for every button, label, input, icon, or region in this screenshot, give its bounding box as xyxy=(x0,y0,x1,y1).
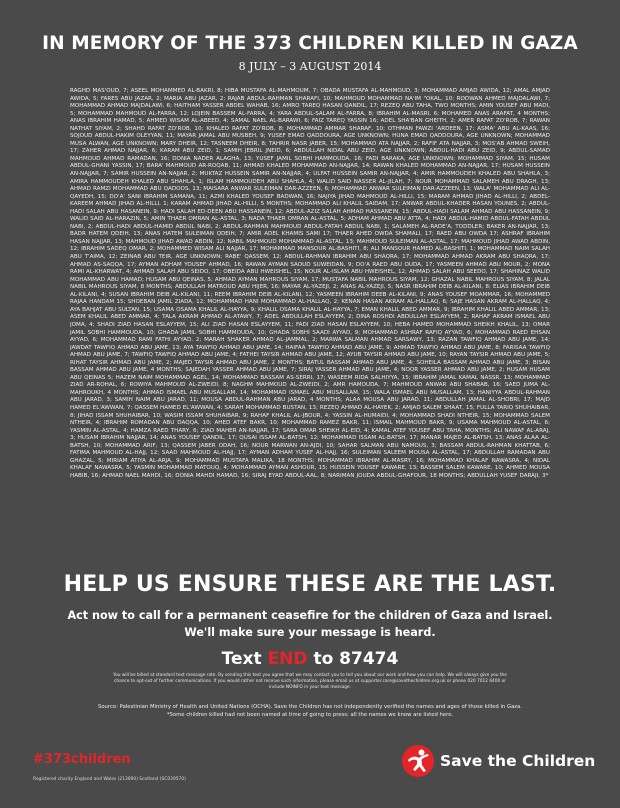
text-keyword: END xyxy=(267,649,308,669)
text-middle: to xyxy=(313,649,334,669)
call-to-action-line-2: We'll make sure your message is heard. xyxy=(184,626,436,639)
date-range: 8 JULY – 3 AUGUST 2014 xyxy=(238,60,382,73)
logo-text: Save the Children xyxy=(440,752,596,770)
headline: HELP US ENSURE THESE ARE THE LAST. xyxy=(63,572,557,597)
text-prefix: Text xyxy=(221,649,262,669)
source-note xyxy=(40,703,580,719)
children-names-list: RAGHD MAS'OUD, 7; ASEEL MOHAMMED AL-BAKRI, 8; HIBA MUSTAFA AL-MAHMOUM, 7; OBADA MUSTAFA AL-MAHMOUD, 3; MOHAMMAD AMJAD AWIDA, 12; AMAL AMJAD AWIDA, 5; FARES ABU JAZAR, 2; MARIA ABU JAZAR, 2; RAJAB ABDUL-RAHMAN SHARAFI, 10; MAHMOUD MOHAMMAD NA'IM "OKAL, 10; RODWAN AHMED MAJDALAWI, 7; MOHAMMAD AHMAD MAJDALAWI, 6; HAITHAM YASSER ABDEL WAHAB, 16; AMRO TAREQ HASAN QANDIL, 17; REZEQ ABU TAHA, TWO MONTHS; AMIN YOUSEF ABU MADI, 5; MOHAMMAD MAHMOUD AL-FARRA, 12; LOJEIN BASSEM AL-FARRA, 4; YARA ABDUL-SALAM AL-FARRA, 8; IBRAHIM AL-MASRI, 6; MOHAMED ANAS ARAFAT, 4 MONTHS; ANAS IBRAHIM HAMAD, 5; AHMED WISAM AL-ABEED, 4; SAMAL NAEL AL-BARAWI, 6; FAIZ TAREQ YASSIN 16; ADEL SHA'BAN GHEITH, 2; AMER RAFAT ZO'ROB, 7; RAWAN NATHAT SIYAM, 2; SHAHD RAFAT ZO'ROB, 10; KHALED RAFAT ZO'ROB, 8; MOHAMMAD AMMAR SHARAF, 10; OTHMAN FAWZI 'ARDEEN, 17; ASMA' ABU AL-KAAS, 16; SOJOUD ABDUL-HAKIM OLEYYAN, 11; MAYAR JAMAL ABU MUSBEH, 9; YUSEF EMAD QADDOURA, AGE UNKNOWN; HUNA EMAD QADDOURA, AGE UNKNOWN; MOHAMMAD MUSA ALWAN, AGE UNKNOWN; MARY DHEIR, 12; TASNEEM DHEIR, 8; TAHRIR NASR JABER, 15; MOHAMMAD ATA NAJJAR, 2; RAFIF ATA NAJJAR, 3; MOS'AB AHMAD SWEIH, 17; ZAHER AHMAD NAJJAR, 6; KARAM ABU ZEID, 1; SAMIH JEBRIL JNEID, 6; ABDULLAH NIDAL ABU ZEID, AGE UNKNOWN; ABDUL-HADI ABU ZEID, 9; ABDUL-SAMAD MAHMOUD AHMAD RAMADAN, 16; DONIA NADER ALAGHA, 13; YUSEF JAMIL SOBHI HAMMOUDA, 16; FADI BARAKA, AGE UNKNOWN; MOHAMMAD SIYAM, 15; HUSAM ABDUL-GHANI YASSIN, 17; BARA' MAHMOUD AR-ROQAB, 11; AHMAD KHALED MOHAMMAD AN-NAJJAR, 14; RAWAN KHALED MOHAMMAD AN-NAJJAR, 17; HUSAM HUSSEIN AN-NAJJAR, 7; SAMIR HUSSEIN AN-NAJJAR, 2; MUKTAZ HUSSEIN SAMIR AN-NAJJAR, 4; ULFAT HUSSEIN SAMIR AN-NAJJAR, 4; AMIR HAMMOUDEH KHALED ABU SHAHLA, 3; AMIRA HAMMOUDEH KHALED ABU SHAHLA, 1; ISLAM HAMMOUDEH ABU SHAHLA, 4; WALID SAID NASSER AL-JILAH, 7; NOUR MOHAMMAD SALAMEH ABU DRAGH, 13; AHMAD RAMZI MOHAMMAD ABU QADOOS, 13; MAISARA ANWAR SULEIMAN DAR-AZZEEN, 6; MOHAMMAD ANWAR SULEIMAN DAR-AZZEEN, 13; WALA' MOHAMMAD ALI AL-QAYEDH, 15; DO'A' SANI IBRAHIM SAMANA, 11; AZMI KHALED YOUSEF BADWAN, 16; NAJIYA JIHAD MAHMOUD AL-HILLI, 15; MARAM AHMAD JIHAD AL-HILLI, 2; ABDEL-KAREEM AHMAD JIHAD AL-HILLI, 1; KARAM AHMAD JIHAD AL-HILLI, 5 MONTHS; MOHAMMAD ALI KHALIL SAIDAM, 17; ANWAR ABDUL-KHADER HASAN YOUNES, 2; ABDUL-HADI SALAH ABU HASANEIN, 9; HADI SALAH ED-DEEN ABU HASSANEIN, 12; ABDUL-AZIZ SALAH AHMAD HASSANEIN, 15; ABDUL-HADI SALAM AHMAD ABU HASSANEIN, 9; WALID SAID AL-HARAZIN, 5; AMIN THAER OMRAN AL-ASTAL, 3; NADA THAER OMRAN AL-ASTAL, 5; ADHAM AHMAD ABU ATTA, 4; HADI ABDUL-HAMID ABDUL-FATAH ABDUL NABI, 2; ABDUL-HADI ABDUL-HAMID ABDUL NABI, 2; ABDUL-RAHMAN MAHMOUD ABDUL-FATAH ABDUL NABI, 1; SALAMEH AL-RADE'A, TODDLER; BAKER AN-NAJJAR, 13; BADR HATEM QDEIH, 13; ANAS HATEM SULEIMAN QDEIH, 7; AMIR ADEL KHAMIS SAMI 17; THAER AHED OWDA SHAMALI, 17; RAED ABU OWDA 17; ASHRAF IBRAHIM HASAN NAJJAR, 13; MAHMOUD JIHAD AWAD ABDIN, 12; NABIL MAHMOUD MOHAMMAD AL-ASTAL, 13; MAHMOUD SULEIMAN AL-ASTAL, 17; MAHMOUD JIHAD AWAD ABDIN, 12; IBRAHIM SADEQ OMAR, 2; MOHAMMED WISAM ALI NAJJAR, 17; MOHAMMAD MANSOUR AL-BASHITI, 8; ALI MANSOUR HAMED AL-BASHITI, 1; MOHAMMAD NAIM SALAH ABU T'AIMA, 12; ZEINAB ABU TEIR, AGE UNKNOWN; RABE' QASSEM, 12; ABDUL-RAHMAN IBRAHIM ABU SHAQRA, 17; MOHAMMAD AHMAD AKRAM ABU SHAQRA, 17; AHMAD AS-SAQQA, 17; AYMAN ADHAM YOUSEF AHMAD, 16; RAWAN AYMAN SAOUD SUWEIDAN, 9; DO'A RAED ABU OUDA, 17; YASMEEN AHMAD ABU MOUR, 2; MONA RAMI AL-KHARWAT, 4; AHMAD SALAH ABU SEIDO, 17; OBEIDA ABU HWEISHEL, 15; NOUR AL-ISLAM ABU HWEISHEL, 12; AHMAD SALAH ABU SEEDO, 17; SHAHINAZ WALID MOHAMMAD ABU HAMAD; HUSAM ABU QEINAS, 5; AHMAD AYMAN MAHROUS SIYAM, 17; MUSTAFA NABIL MAHROUS SIYAM, 12; GHAZAL NABIL MAHROUS SIYAM, 8; JALAL NABIL MAHROUS SIYAM, 8 MONTHS; ABDULLAH MATROUD ABU HIJER, 16; MAYAR AL-YAZEJI, 2; ANAS AL-YAZEJI, 5; NASR IBRAHIM DEIB AL-KILANI, 8; ELIAS IBRAHIM DEIB AL-KILANI, 4; SUSAN IBRAHIM DEIB AL-KILANI, 11; REEM IBRAHIM DEIB AL-KILANI, 12; YASMEEN IBRAHIM DEEB AL-KILANI, 9; ANAS YOUSEF MOAMMAR, 16; MOHAMMED RAJAA HANDAM 15; SHOEBAN JAMIL ZIADA, 12; MOHAMMAD HANI MOHAMMAD AL-HALLAQ, 2; KENAN HASAN AKRAM AL-HALLAQ, 6; SAJE HASAN AKRAM AL-HALLAQ, 4; AYA BAHJAT ABU SULTAN, 15; USAMA OSAMA KHALIL AL-HAYYA, 9; KHALIL OSAMA KHALIL AL-HAYYA, 7; EMAN KHALIL ABED AMMAR, 9; IBRAHIM KHALIL ABED AMMAR, 13; ASEM KHALIL ABED AMMAR, 4; TALA AKRAM AHMAD AL-ATAWY, 7; ADEL ABDULLAH ESLAYYEM, 2; DINA ROSHDI ABDULLAH ESLAYYEM, 2; RAHAF AKRAM ISMAEL ABU JOMA, 4; SHADI ZIAD HASAN ESLAYYEM, 15; ALI ZIAD HASAN ESLAYYEM, 11; FADI ZIAD HASAN ESLAYYEM, 10; HEBA HAMED MOHAMMAD SHEIKH KHALIL, 13; OMAR JAMIL SOBHI HAMMOUDA, 10; GHADA JAMIL SOBHI HAMMOUDA, 10; GHADA SOBHI SAADI AYYAD, 9; MOHAMMAD ASHRAF RAFIQ AYYAD, 6; MOHAMMAD RAED EHSAN AYYAD, 6; MOHAMMAD RAMI FATHI AYYAD, 2; MARAH SHAKER AHMAD AL-JAMMAL, 2; MARWA SALMAN AHMAD SARSAWY, 13; RAZAN TAWFIQ AHMAD ABU JAME, 14; JAWDAT TAWFIQ AHMAD ABU JAME, 13; AYA TAWFIQ AHMAD ABU JAME, 14; HAIFAA TAWFIQ AHMAD ABU JAME, 9; AHMAD TAWFIQ AHMAD ABU JAME, 8; FARISAA TAWFIQ AHMAD ABU JAME, 7; TAWFIQ TAWFIQ AHMAD ABU JAME, 4; FATHEI TAYSIR AHMAD ABU JAME, 12; AYUB TAYSIR AHMAD ABU JAME, 10; RAYAN TAYSIR AHMAD ABU JAME, 5; RIHAT TAYSIR AHMAD ABU JAME, 2; MAJED TAYSIR AHMAD ABU JAME, 2 MONTHS; BATUL BASSAM AHMAD ABU JAME, 4; SOHEILA BASSAM AHMAD ABU JAME, 3; BISAN BASSAM AHMAD ABU JAME, 4 MONTHS; SAJEDAH YASSER AHMAD ABU JAME, 7; SIRAJ YASSER AHMAD ABU JAME, 4; NOOR YASSER AHMAD ABU JAME, 2; HUSAM HUSAM ABU QEINAS 5; HAZEM NAIM MOHAMMAD AGEL, 14; MOHAMMAD BASSAM AS-SERRI, 17; WASEEM RIDA SALHIYYA, 15; IBRAHIM JAMAL KAMAL NASSR, 13; MOHAMMAD ZIAD AR-ROHAL, 6; ROWIYA MAHMOUD AL-ZWEIDI, 8; NAGHM MAHMOUD AL-ZWEIDI, 2; AMR HAMOUDA, 7; MAHMOUD ANWAR ABU SHABAB, 16; SAED JUMA AL-MAHROUKH, 4 MONTHS; AHMAD ISMAEL ABU MUSALLAM, 14; MOHAMMAD ISMAEL ABU MUSALLAM, 15; WALA ISMAEL ABU MUSALLAM, 13; HANIYYA ABDUL-RAHMAN ABU JARAD, 3; SAMIH NAIM ABU JARAD, 11; MOUSA ABDUL-RAHMAN ABU JARAD, 4 MONTHS; ALAA MOUSA ABU JARAD, 11; ABDULLAH JAMAL AL-SHOBRI, 17; MAJD HAMED EL'AWWAN, 7; QASSEM HAMED EL'AWWAN, 4; SARAH MOHAMMAD BUSTAN, 13; REZEQ AHMAD AL-HAYEK, 2; AMJAD SALEM SHAAT, 15; FULLA TARIQ SHUHAIBAR, 8; JIHAD ISSAM SHUHAIBAR, 10; WASIM ISSAM SHUHAIBAR, 9; RAHAF KHALIL AL-JBOUR, 4; YASSIN AL-HUMAIDI, 4; MOHAMMAD SHADI NTHEIR, 15; MOHAMMAD SALEM NTHEIR, 4; IBRAHIM ROMADAN ABU DAQQA, 10; AHED ATEF BAKR, 10; MOHAMMAD RAMEZ BAKR, 11; ISMAIL MAHMOUD BAKR, 9; USAMA MAHMOUD AL-ASTAL, 6; YASMIN AL-ASTAL, 4; HAMZA RAED THARY, 6; ZIAD MAHER AN-NAJJAR, 17; SARA OMAR SHEIKH AL-EID, 4; KAMAL ATEF YOUSEF ABU TAHA, MONTHS; ALI NAWAF AL-ARAJ, 3; HUSAM IBRAHIM NAJJAR, 14; ANAS YOUSEF QANDIL, 17; QUSAI ISSAM AL-BATSH, 12; MOHAMMAD ISSAM AL-BATSH, 17; MANAR MAJED AL-BATSH, 13; ANAS ALAA AL-BATSH, 10; MOHAMMAD ARIF, 13; QASSEM JABER ODAH, 16; NOUR MARWAN AN-AJDI, 10; SAHAR SALMAN ABU NAMOUS, 3; BASSAM ABDUL-RAHMAN KHATTAB, 6; FATIMA MAHMOUD AL-HAJJ, 12; SAAD MAHMOUD AL-HAJJ, 17; AYMAN ADHAM YUSEF AL-HAJJ, 16; SULEIMAN SALEEM MOUSA AL-ASTAL, 17; ABDULLAH RAMADAN ABU GHAZAL, 5; MIRIAM ATIYA AL-ARJA, 9; MOHAMMAD MUSTAFA MALIKA, 18 MONTHS; MOHAMMAD IBRAHIM AL-MASRY, 16; MOHAMMAD KHALAF NAWASRA, 4; NIDAL KHALAF NAWASRA, 5; YASMIN MOHAMMAD MATOUQ, 4; MOHAMMAD AYMAN ASHOUR, 15; HUSSEIN YOUSEF KAWARE, 13; BASSEM SALEM KAWARE, 10; AHMED MOUSA HABIB, 16; AHMAD NAEL MAHDI, 16; DONIA MAHDI HAMAD, 16; SIRAJ EYAD ABDUL-AAL, 8; NARIMAN JOUDA ABDUL-GHAFOUR, 18 MONTHS; ABDULLAH YUSEF DARAJI, 3* xyxy=(70,88,550,479)
child-figure-icon xyxy=(402,745,434,777)
call-to-action-line-1: Act now to call for a permanent ceasefire for the children of Gaza and Israel. xyxy=(67,609,553,622)
text-to-donate xyxy=(0,649,620,669)
save-the-children-logo xyxy=(402,745,595,777)
source-line: Source: Palestinian Ministry of Health and United Nations (OCHA). Save the Children has not independently verified the names and ages of those killed in Gaza. xyxy=(97,704,523,710)
hashtag: #373children xyxy=(33,752,131,767)
charity-registration: Registered charity England and Wales (213890) Scotland (SC039570) xyxy=(33,777,186,782)
page-title: IN MEMORY OF THE 373 CHILDREN KILLED IN GAZA xyxy=(42,33,578,54)
footnote-line: *Some children killed had not been named at time of going to press: all the names we know are listed here. xyxy=(166,712,454,718)
text-number: 87474 xyxy=(339,649,399,669)
small-print: You will be billed at standard text message rate. By sending this text you agree that we may contact you to tell you about our work and how you can help. We will always give you the chance to opt-out of further communications. If you would rather not receive such information, please email us at supporter.care@savethechildren.org.uk or phone 020 7012 6400 or include NOINFO in your text message. xyxy=(113,673,507,690)
